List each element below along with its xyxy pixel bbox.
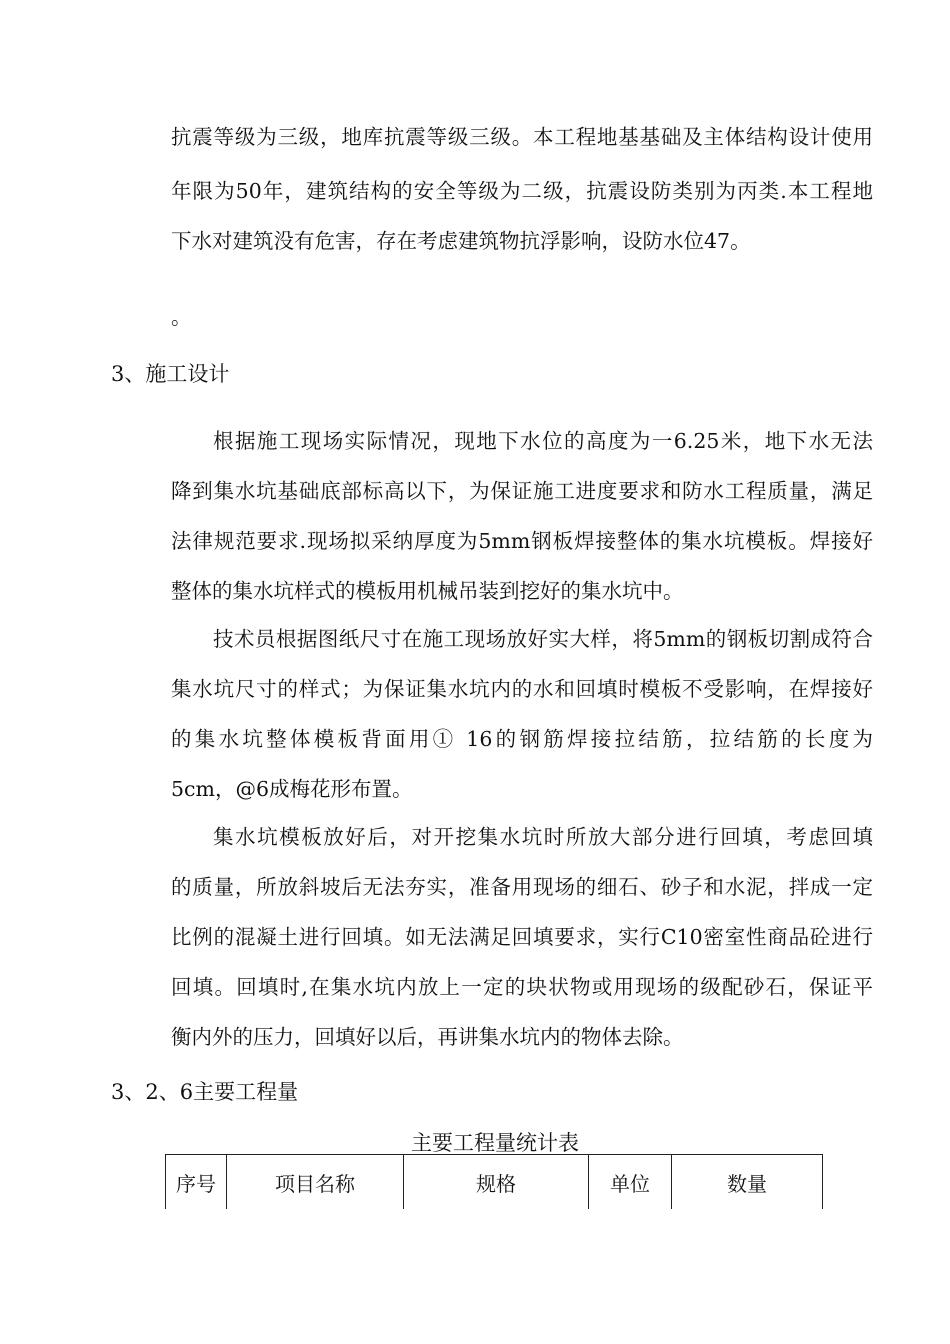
text-line: 衡内外的压力，回填好以后，再讲集水坑内的物体去除。 bbox=[171, 1025, 684, 1049]
text-line: 比例的混凝土进行回填。如无法满足回填要求，实行C10密室性商品砼进行 bbox=[171, 925, 873, 949]
section-heading: 3、2、6主要工程量 bbox=[111, 1080, 299, 1104]
table-header-row bbox=[166, 1155, 823, 1210]
header-cell-quantity: 数量 bbox=[672, 1155, 823, 1210]
text-line: 5cm，@6成梅花形布置。 bbox=[171, 777, 413, 801]
text-line: 回填。回填时,在集水坑内放上一定的块状物或用现场的级配砂石，保证平 bbox=[171, 975, 873, 999]
text-line: 技术员根据图纸尺寸在施工现场放好实大样，将5mm的钢板切割成符合 bbox=[213, 627, 873, 651]
text-line: 集水坑模板放好后，对开挖集水坑时所放大部分进行回填，考虑回填 bbox=[213, 825, 873, 849]
text-line: 降到集水坑基础底部标高以下，为保证施工进度要求和防水工程质量，满足 bbox=[171, 479, 873, 503]
quantity-table bbox=[165, 1154, 823, 1209]
header-cell-unit: 单位 bbox=[589, 1155, 672, 1210]
text-line: 的集水坑整体模板背面用① 16的钢筋焊接拉结筋，拉结筋的长度为 bbox=[171, 727, 873, 751]
text-line: 根据施工现场实际情况，现地下水位的高度为一6.25米，地下水无法 bbox=[213, 429, 873, 453]
text-line: 年限为50年，建筑结构的安全等级为二级，抗震设防类别为丙类.本工程地 bbox=[171, 179, 873, 203]
text-line: 整体的集水坑样式的模板用机械吊装到挖好的集水坑中。 bbox=[171, 579, 684, 603]
text-line: 下水对建筑没有危害，存在考虑建筑物抗浮影响，设防水位47。 bbox=[171, 229, 751, 253]
text-line: 法律规范要求.现场拟采纳厚度为5mm钢板焊接整体的集水坑模板。焊接好 bbox=[171, 529, 873, 553]
section-heading: 3、施工设计 bbox=[111, 362, 230, 386]
header-cell-item-name: 项目名称 bbox=[227, 1155, 404, 1210]
text-line: 集水坑尺寸的样式；为保证集水坑内的水和回填时模板不受影响，在焊接好 bbox=[171, 677, 873, 701]
table-title: 主要工程量统计表 bbox=[411, 1131, 579, 1155]
header-cell-spec: 规格 bbox=[404, 1155, 589, 1210]
stray-punctuation: 。 bbox=[171, 305, 192, 329]
header-cell-index: 序号 bbox=[166, 1155, 227, 1210]
text-line: 抗震等级为三级，地库抗震等级三级。本工程地基基础及主体结构设计使用 bbox=[171, 125, 873, 149]
text-line: 的质量，所放斜坡后无法夯实，准备用现场的细石、砂子和水泥，拌成一定 bbox=[171, 875, 873, 899]
